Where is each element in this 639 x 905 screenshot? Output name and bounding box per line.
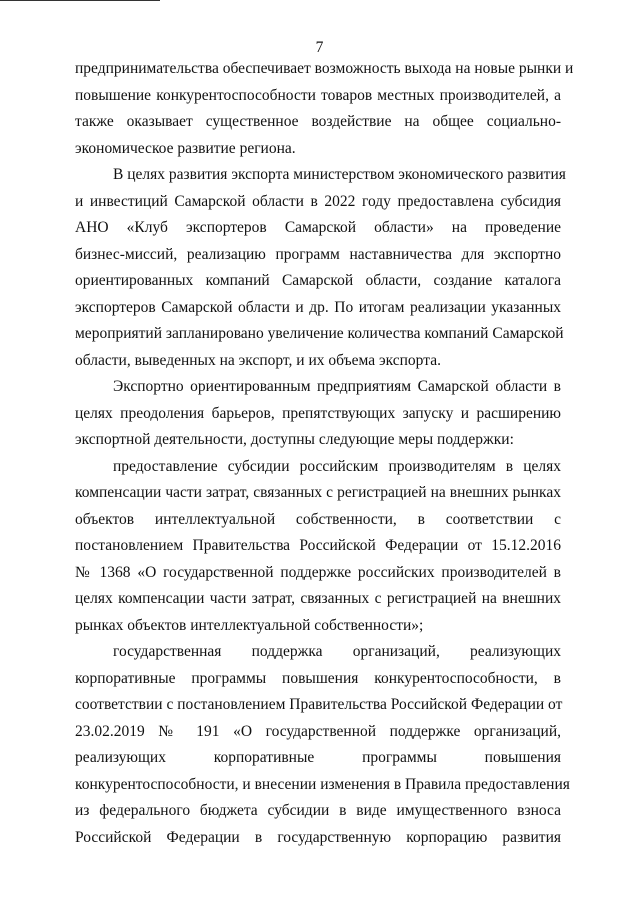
text-line: предоставление субсидии российским производителям в целях <box>113 457 561 475</box>
text-line: конкурентоспособности, и внесении изменения в Правила предоставления <box>75 775 570 793</box>
text-line: области, выведенных на экспорт, и их объема экспорта. <box>75 351 441 369</box>
text-line: экономическое развитие региона. <box>75 139 296 157</box>
text-line: также оказывает существенное воздействие на общее социально- <box>75 113 561 130</box>
text-line: реализующих корпоративные программы повышения <box>75 749 561 766</box>
page-number: 7 <box>315 39 324 56</box>
text-line: 23.02.2019 № 191 «О государственной поддержке организаций, <box>75 722 561 740</box>
text-line: Российской Федерации в государственную корпорацию развития <box>75 828 561 846</box>
text-line: корпоративные программы повышения конкурентоспособности, в <box>75 669 561 687</box>
text-line: и инвестиций Самарской области в 2022 году предоставлена субсидия <box>75 192 561 210</box>
text-line: экспортеров Самарской области и др. По итогам реализации указанных <box>75 298 561 316</box>
text-line: государственная поддержка организаций, реализующих <box>113 643 561 660</box>
text-line: Экспортно ориентированным предприятиям Самарской области в <box>113 378 561 395</box>
text-line: В целях развития экспорта министерством экономического развития <box>113 166 566 183</box>
text-line: ориентированных компаний Самарской области, создание каталога <box>75 272 561 289</box>
text-line: объектов интеллектуальной собственности, в соответствии с <box>75 510 561 528</box>
text-line: АНО «Клуб экспортеров Самарской области» на проведение <box>75 219 561 236</box>
paragraph-export-development <box>75 162 566 374</box>
text-line: экспортной деятельности, доступны следующие меры поддержки: <box>75 431 514 448</box>
text-line: соответствии с постановлением Правительства Российской Федерации от <box>75 696 563 713</box>
text-line: предпринимательства обеспечивает возможность выхода на новые рынки и <box>75 60 574 77</box>
body-text <box>75 56 574 851</box>
paragraph-corporate-programs <box>75 639 570 851</box>
text-line: компенсации части затрат, связанных с регистрацией на внешних рынках <box>75 484 561 501</box>
text-line: повышение конкурентоспособности товаров местных производителей, а <box>75 86 561 104</box>
text-line: целях преодоления барьеров, препятствующих запуску и расширению <box>75 404 561 422</box>
text-line: бизнес-миссий, реализацию программ наставничества для экспортно <box>75 245 561 263</box>
scan-corner-mark <box>0 0 160 1</box>
text-line: № 1368 «О государственной поддержке российских производителей в <box>75 563 561 581</box>
text-line: рынках объектов интеллектуальной собственности»; <box>75 616 424 634</box>
text-line: постановлением Правительства Российской Федерации от 15.12.2016 <box>75 537 561 554</box>
text-line: из федерального бюджета субсидии в виде имущественного взноса <box>75 802 561 819</box>
paragraph-ip-subsidy <box>75 454 561 640</box>
text-line: целях компенсации части затрат, связанных с регистрацией на внешних <box>75 590 561 607</box>
paragraph-intro-continuation <box>75 56 574 162</box>
text-line: мероприятий запланировано увеличение количества компаний Самарской <box>75 325 564 342</box>
paragraph-support-measures <box>75 374 561 454</box>
